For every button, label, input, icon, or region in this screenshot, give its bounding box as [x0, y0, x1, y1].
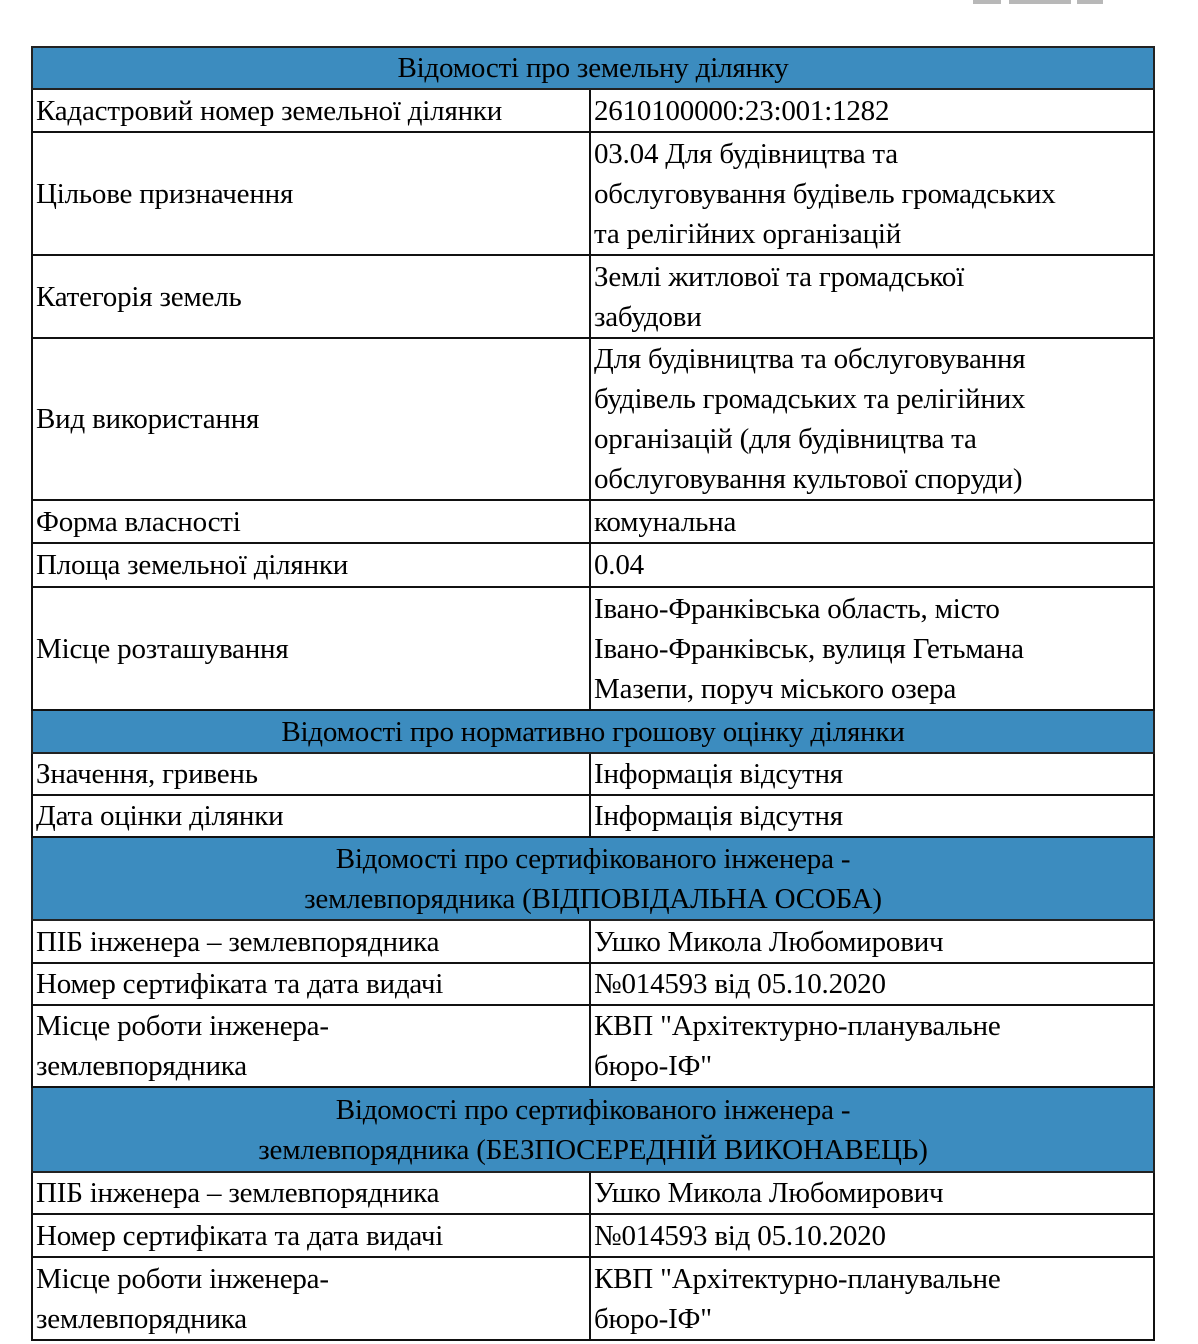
row-label: Цільове призначення [32, 132, 590, 255]
value-line: організацій (для будівництва та [594, 423, 977, 455]
value-line: КВП "Архітектурно-планувальне [594, 1262, 1001, 1295]
row-value [590, 500, 1154, 543]
row-value [590, 89, 1154, 132]
row-value [590, 1005, 1154, 1087]
value-line: 0.04 [594, 549, 644, 581]
table-row-ownership-form [32, 500, 1154, 543]
value-line: Інформація відсутня [594, 800, 843, 832]
table-row-purpose [32, 132, 1154, 255]
table-row-certificate [32, 963, 1154, 1005]
value-line: бюро-ІФ" [594, 1302, 712, 1335]
row-value [590, 255, 1154, 338]
value-line: обслуговування будівель громадських [594, 177, 1056, 210]
value-line: Для будівництва та обслуговування [594, 343, 1026, 375]
row-label [32, 1005, 590, 1087]
row-label: Форма власності [32, 500, 590, 543]
value-line: будівель громадських та релігійних [594, 383, 1026, 415]
row-value [590, 543, 1154, 587]
label-line: землевпорядника [36, 1050, 247, 1082]
value-line: обслуговування культової споруди) [594, 463, 1023, 495]
value-line: забудови [594, 300, 702, 333]
table-row-usage-type [32, 338, 1154, 500]
section-header-direct-executor [32, 1087, 1154, 1172]
value-line: та релігійних організацій [594, 217, 902, 250]
label-line: Місце роботи інженера- [36, 1262, 329, 1295]
row-label: Кадастровий номер земельної ділянки [32, 89, 590, 132]
row-label: Місце розташування [32, 587, 590, 710]
table-row-engineer-name [32, 920, 1154, 963]
row-label: Площа земельної ділянки [32, 543, 590, 587]
value-line: №014593 від 05.10.2020 [594, 968, 886, 1000]
value-line: №014593 від 05.10.2020 [594, 1219, 886, 1252]
row-label: Номер сертифіката та дата видачі [32, 1214, 590, 1257]
section-header-valuation [32, 710, 1154, 753]
row-value [590, 920, 1154, 963]
row-value [590, 1172, 1154, 1214]
row-value [590, 963, 1154, 1005]
title-line: землевпорядника (БЕЗПОСЕРЕДНІЙ ВИКОНАВЕЦЬ) [258, 1133, 928, 1166]
value-line: Землі житлової та громадської [594, 260, 965, 293]
section-title [32, 837, 1154, 920]
row-value [590, 587, 1154, 710]
table-row-valuation-date [32, 795, 1154, 837]
section-title [32, 1087, 1154, 1172]
row-label: ПІБ інженера – землевпорядника [32, 920, 590, 963]
row-value [590, 753, 1154, 795]
table-row-value-uah [32, 753, 1154, 795]
table-row-land-category [32, 255, 1154, 338]
value-line: бюро-ІФ" [594, 1050, 712, 1082]
value-line: Івано-Франківська область, місто [594, 592, 1000, 625]
section-header-responsible-engineer [32, 837, 1154, 920]
value-line: КВП "Архітектурно-планувальне [594, 1010, 1001, 1042]
value-line: Мазепи, поруч міського озера [594, 672, 957, 705]
value-line: Ушко Микола Любомирович [594, 1177, 944, 1209]
title-line: Відомості про сертифікованого інженера - [335, 842, 851, 875]
title-line: землевпорядника (ВІДПОВІДАЛЬНА ОСОБА) [304, 882, 882, 915]
cropped-text-fragment [973, 0, 1103, 6]
table-row-location [32, 587, 1154, 710]
table-row-workplace [32, 1257, 1154, 1340]
table-row-cadastral-number [32, 89, 1154, 132]
label-line: землевпорядника [36, 1302, 247, 1335]
section-header-land-plot [32, 47, 1154, 89]
title-line: Відомості про сертифікованого інженера - [335, 1093, 851, 1126]
value-line: Ушко Микола Любомирович [594, 925, 944, 958]
table-row-certificate [32, 1214, 1154, 1257]
label-line: Місце роботи інженера- [36, 1010, 329, 1042]
row-label: Значення, гривень [32, 753, 590, 795]
row-label: Номер сертифіката та дата видачі [32, 963, 590, 1005]
section-title: Відомості про нормативно грошову оцінку ділянки [32, 710, 1154, 753]
land-plot-info-table [31, 46, 1155, 1341]
row-value [590, 1257, 1154, 1340]
row-label: ПІБ інженера – землевпорядника [32, 1172, 590, 1214]
row-value [590, 132, 1154, 255]
value-line: 03.04 Для будівництва та [594, 137, 898, 170]
row-value [590, 1214, 1154, 1257]
row-label: Дата оцінки ділянки [32, 795, 590, 837]
row-value [590, 795, 1154, 837]
table-row-engineer-name [32, 1172, 1154, 1214]
row-label [32, 1257, 590, 1340]
row-label: Категорія земель [32, 255, 590, 338]
section-title: Відомості про земельну ділянку [32, 47, 1154, 89]
table-row-area [32, 543, 1154, 587]
row-value [590, 338, 1154, 500]
table-row-workplace [32, 1005, 1154, 1087]
value-line: комунальна [594, 505, 737, 538]
row-label: Вид використання [32, 338, 590, 500]
value-line: 2610100000:23:001:1282 [594, 94, 890, 127]
value-line: Івано-Франківськ, вулиця Гетьмана [594, 632, 1024, 665]
value-line: Інформація відсутня [594, 758, 843, 790]
